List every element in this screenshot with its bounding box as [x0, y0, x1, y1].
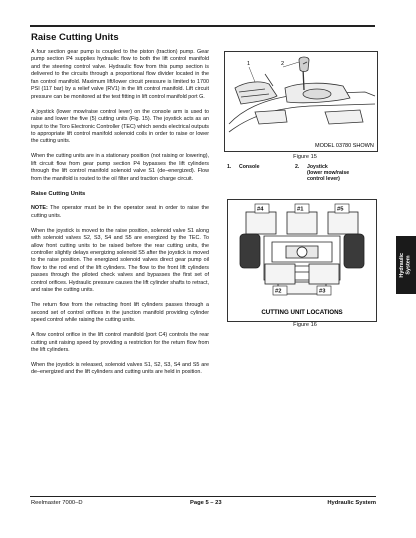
model-note: MODEL 03780 SHOWN [315, 143, 374, 149]
legend-item-1-text: Console [239, 164, 260, 170]
intro-paragraph-3: When the cutting units are in a stationary position (not raising or lowering), lift circuit flow from gear pump section P4 bypasses the lift cylinders through the lift control manifold solenoid valve S1 (de–energized). Flow from the manifold is routed to the oil filter and traction charge circuit. [31, 153, 209, 182]
header-rule [30, 25, 375, 27]
legend-item-1 [227, 164, 259, 170]
unit-label-1: #1 [297, 206, 304, 213]
figure-16-title: CUTTING UNIT LOCATIONS [261, 309, 343, 316]
figure-16-cutting-unit-locations [227, 199, 377, 322]
unit-label-5: #5 [337, 206, 344, 213]
console-drawing [225, 52, 377, 151]
legend-item-1-num: 1. [227, 164, 232, 170]
note-text: The operator must be in the operator seat in order to raise the cutting units. [31, 205, 209, 219]
note [31, 205, 209, 220]
callout-2: 2 [281, 61, 285, 67]
section-tab [396, 236, 416, 294]
text-column [31, 49, 209, 377]
figure-15-console-illustration [224, 51, 378, 152]
unit-label-2: #2 [275, 288, 282, 295]
legend-item-2-text: Joystick (lower mow/raise control lever) [307, 164, 350, 183]
callout-1: 1 [247, 61, 251, 67]
intro-paragraph-2: A joystick (lower mow/raise control lever) on the console arm is used to raise and lower the five (5) cutting units (Fig. 15). The joystick acts as an input to the Toro Electronic Controller (TEC) which sends electrical outputs to appropriate lift control manifold solenoid coils in order to raise or lower the cutting units. [31, 108, 209, 145]
unit-label-4: #4 [257, 206, 264, 213]
note-label: NOTE: [31, 205, 48, 212]
footer-rule [30, 496, 376, 497]
raise-paragraph-2: The return flow from the retracting front lift cylinders passes through a second set of control orifices in the junction manifold providing cylinder speed control while raising the cutting units. [31, 302, 209, 324]
mower-top-view [228, 200, 376, 321]
footer-page-number: Page 5 – 23 [190, 500, 222, 506]
intro-paragraph-1: A four section gear pump is coupled to the piston (traction) pump. Gear pump section P4 supplies hydraulic flow to both the lift control manifold and the steering control valve. Hydraulic flow from this pump section is delivered to the circuits through a proportional flow divider located in the fan control manifold. Maximum lift/lower circuit pressure is limited to 1700 PSI (117 bar) by a relief valve (RV1) in the lift control manifold. Lift circuit pressure can be monitored at the test fitting in lift control manifold port G. [31, 49, 209, 100]
figure-16-caption: Figure 16 [293, 322, 317, 328]
raise-paragraph-3: A flow control orifice in the lift control manifold (port C4) controls the rear cutting unit raising speed by providing a restriction for the return flow from the lift cylinders. [31, 332, 209, 353]
raise-paragraph-1: When the joystick is moved to the raise position, solenoid valve S1 along with solenoid valves S2, S3, S4 and S5 are energized by the TEC. To allow front cutting units to be raised before the rear cutting units, the controller slightly delays energizing solenoid S5 after the joystick is moved to the raise position. The energized solenoid valves direct gear pump oil flow to the rod end of the lift cylinders. The flow to the front lift cylinders passes through the piloted check valves and bypasses the first set of control orifices. Hydraulic pressure causes the lift cylinder shafts to retract, and raise the cutting units. [31, 227, 209, 294]
legend-item-2-num: 2. [295, 164, 300, 170]
subheading: Raise Cutting Units [31, 191, 86, 198]
section-tab-label: Hydraulic System [399, 252, 412, 278]
raise-paragraph-4: When the joystick is released, solenoid valves S1, S2, S3, S4 and S5 are de–energized and the lift cylinders and cutting units are held in position. [31, 361, 209, 376]
unit-label-3: #3 [319, 288, 326, 295]
figure-15-caption: Figure 15 [293, 154, 317, 160]
legend-item-2 [295, 164, 349, 183]
page-title: Raise Cutting Units [31, 32, 119, 43]
footer-section-name: Hydraulic System [327, 500, 376, 506]
footer-manual-name: Reelmaster 7000–D [31, 500, 83, 506]
